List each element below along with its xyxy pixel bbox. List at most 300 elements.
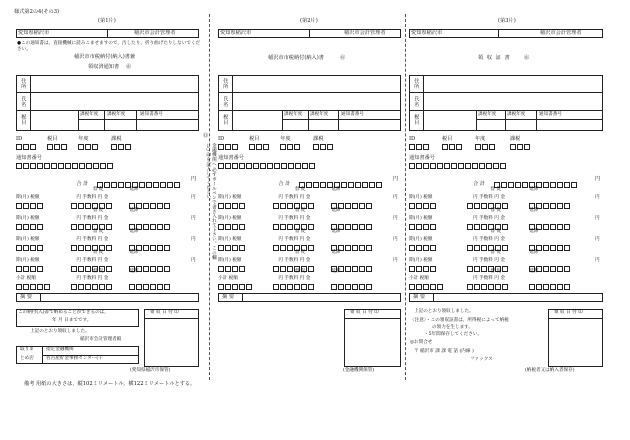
digit-box — [359, 266, 365, 272]
digit-box — [287, 266, 293, 272]
digit-box — [218, 203, 224, 209]
digit-box — [543, 284, 549, 290]
digit-box — [308, 266, 314, 272]
header-right: 稲沢市会計管理者 — [344, 30, 386, 36]
digit-box — [345, 266, 351, 272]
digit-box — [557, 203, 563, 209]
digit-box — [23, 266, 29, 272]
digit-box — [30, 245, 36, 251]
digit-box — [486, 163, 492, 169]
digit-box — [508, 182, 514, 188]
digit-box — [23, 144, 29, 150]
label-address: 住所 — [20, 78, 27, 89]
digit-box — [86, 163, 92, 169]
digit-box — [232, 224, 238, 230]
digit-box — [23, 163, 29, 169]
digit-box — [320, 182, 326, 188]
digit-box — [157, 266, 163, 272]
digit-box — [409, 163, 415, 169]
digit-box — [467, 203, 473, 209]
digit-box — [295, 163, 301, 169]
digit-box — [280, 144, 286, 150]
digit-box — [313, 144, 319, 150]
digit-box — [164, 224, 170, 230]
digit-box — [218, 266, 224, 272]
digit-box — [246, 163, 252, 169]
digit-box — [465, 163, 471, 169]
digit-box — [320, 144, 326, 150]
digit-box — [550, 182, 556, 188]
digit-box — [125, 144, 131, 150]
digit-box — [139, 182, 145, 188]
digit-box — [78, 245, 84, 251]
digit-box — [232, 266, 238, 272]
digit-box — [430, 203, 436, 209]
digit-box — [129, 284, 135, 290]
digit-box — [564, 245, 570, 251]
digit-box — [409, 224, 415, 230]
digit-box — [502, 245, 508, 251]
digit-box — [85, 224, 91, 230]
digit-box — [174, 182, 180, 188]
digit-box — [308, 284, 314, 290]
digit-box — [479, 163, 485, 169]
digit-box — [500, 163, 506, 169]
digit-box — [37, 224, 43, 230]
digit-box — [416, 144, 422, 150]
digit-box — [104, 182, 110, 188]
digit-box — [467, 245, 473, 251]
digit-box — [302, 163, 308, 169]
digit-box — [225, 245, 231, 251]
taxpayer-box — [16, 75, 199, 131]
digit-box — [167, 182, 173, 188]
digit-box — [263, 144, 269, 150]
digit-box — [160, 182, 166, 188]
digit-box — [543, 203, 549, 209]
digit-box — [423, 284, 429, 290]
digit-box — [106, 245, 112, 251]
header-left: 愛知県稲沢市 — [220, 30, 252, 36]
digit-box — [225, 163, 231, 169]
digit-box — [536, 284, 542, 290]
digit-box — [550, 245, 556, 251]
digit-box — [352, 203, 358, 209]
digit-box — [564, 182, 570, 188]
digit-box — [150, 203, 156, 209]
digit-box — [92, 144, 98, 150]
digit-box — [54, 144, 60, 150]
digit-box — [510, 144, 516, 150]
digit-box — [430, 284, 436, 290]
digit-box — [345, 245, 351, 251]
digit-box — [308, 245, 314, 251]
digit-box — [44, 284, 50, 290]
digit-box — [550, 284, 556, 290]
digit-box — [111, 144, 117, 150]
notice-text: ●この通知書は，直接機械に読みこませますので，汚したり，折り曲げたりしないでください。 — [17, 41, 201, 52]
digit-box — [23, 245, 29, 251]
digit-box — [502, 224, 508, 230]
digit-box — [111, 182, 117, 188]
digit-box — [143, 266, 149, 272]
digit-box — [30, 203, 36, 209]
digit-box — [437, 284, 443, 290]
digit-box — [225, 284, 231, 290]
digit-box — [23, 284, 29, 290]
digit-box — [287, 245, 293, 251]
digit-box — [136, 284, 142, 290]
header-left: 愛知県稲沢市 — [411, 30, 443, 36]
digit-box — [308, 203, 314, 209]
digit-box — [352, 284, 358, 290]
digit-box — [409, 245, 415, 251]
digit-box — [287, 144, 293, 150]
digit-box — [16, 266, 22, 272]
digit-box — [529, 284, 535, 290]
digit-box — [23, 203, 29, 209]
digit-box — [474, 203, 480, 209]
digit-box — [366, 224, 372, 230]
digit-box — [309, 163, 315, 169]
digit-box — [16, 224, 22, 230]
digit-box — [71, 266, 77, 272]
digit-box — [366, 245, 372, 251]
digit-box — [280, 203, 286, 209]
digit-box — [239, 266, 245, 272]
digit-box — [287, 224, 293, 230]
taxpayer-box — [409, 75, 603, 131]
digit-box — [362, 182, 368, 188]
digit-box — [280, 284, 286, 290]
digit-box — [430, 163, 436, 169]
digit-box — [369, 182, 375, 188]
digit-box — [239, 284, 245, 290]
digit-box — [557, 182, 563, 188]
digit-box — [256, 144, 262, 150]
digit-box — [79, 163, 85, 169]
digit-box — [474, 245, 480, 251]
title-mark: ㊧ — [126, 64, 132, 70]
digit-box — [348, 182, 354, 188]
digit-box — [273, 284, 279, 290]
digit-box — [71, 284, 77, 290]
digit-box — [287, 203, 293, 209]
digit-box — [451, 163, 457, 169]
digit-box — [51, 163, 57, 169]
digit-box — [517, 144, 523, 150]
digit-box — [150, 224, 156, 230]
title-mark: ㊨ — [340, 55, 346, 61]
digit-box — [253, 163, 259, 169]
digit-box — [352, 266, 358, 272]
digit-box — [488, 284, 494, 290]
digit-box — [437, 163, 443, 169]
digit-box — [37, 203, 43, 209]
digit-box — [306, 182, 312, 188]
digit-box — [37, 284, 43, 290]
digit-box — [359, 203, 365, 209]
digit-box — [416, 266, 422, 272]
digit-box — [543, 224, 549, 230]
digit-box — [225, 266, 231, 272]
digit-box — [557, 284, 563, 290]
digit-box — [78, 266, 84, 272]
digit-box — [65, 163, 71, 169]
digit-box — [218, 163, 224, 169]
digit-box — [143, 224, 149, 230]
digit-box — [489, 144, 495, 150]
digit-box — [474, 266, 480, 272]
digit-box — [495, 284, 501, 290]
digit-box — [118, 182, 124, 188]
digit-box — [458, 163, 464, 169]
digit-box — [345, 203, 351, 209]
digit-box — [416, 224, 422, 230]
digit-box — [16, 245, 22, 251]
digit-box — [44, 163, 50, 169]
digit-box — [280, 245, 286, 251]
digit-box — [164, 284, 170, 290]
digit-box — [16, 163, 22, 169]
title-line2: 領収済通知書 — [88, 64, 120, 70]
digit-box — [157, 224, 163, 230]
digit-box — [218, 144, 224, 150]
digit-box — [423, 266, 429, 272]
digit-box — [78, 144, 84, 150]
digit-box — [474, 284, 480, 290]
digit-box — [30, 144, 36, 150]
digit-box — [249, 144, 255, 150]
digit-box — [107, 163, 113, 169]
digit-box — [16, 144, 22, 150]
digit-box — [85, 203, 91, 209]
digit-box — [557, 224, 563, 230]
digit-box — [106, 266, 112, 272]
digit-box — [341, 182, 347, 188]
digit-box — [416, 284, 422, 290]
digit-box — [543, 245, 549, 251]
digit-box — [352, 245, 358, 251]
digit-box — [456, 144, 462, 150]
middle-circle: ⑬ — [203, 133, 209, 139]
digit-box — [481, 266, 487, 272]
digit-box — [352, 224, 358, 230]
digit-box — [100, 163, 106, 169]
digit-box — [515, 182, 521, 188]
digit-box — [260, 163, 266, 169]
digit-box — [481, 245, 487, 251]
digit-box — [239, 163, 245, 169]
digit-box — [106, 203, 112, 209]
digit-box — [273, 224, 279, 230]
digit-box — [442, 144, 448, 150]
digit-box — [409, 144, 415, 150]
digit-box — [345, 284, 351, 290]
digit-box — [467, 224, 473, 230]
middle-vertical-text: 金融機関へ 必ずボールペンで書き入れて下さい。この欄に○印を記入してください。 — [205, 143, 217, 260]
digit-box — [16, 284, 22, 290]
digit-box — [502, 266, 508, 272]
digit-box — [232, 163, 238, 169]
form-label: 様式第2の4(その3) — [14, 9, 60, 15]
digit-box — [416, 245, 422, 251]
digit-box — [482, 144, 488, 150]
digit-box — [218, 245, 224, 251]
digit-box — [30, 224, 36, 230]
digit-box — [493, 163, 499, 169]
header-left: 愛知県稲沢市 — [18, 30, 50, 36]
digit-box — [150, 284, 156, 290]
digit-box — [157, 203, 163, 209]
digit-box — [338, 284, 344, 290]
digit-box — [78, 284, 84, 290]
digit-box — [444, 163, 450, 169]
digit-box — [294, 284, 300, 290]
digit-box — [16, 203, 22, 209]
title-line1: 稲沢市市税納付(納入)書 — [268, 55, 324, 61]
digit-box — [273, 203, 279, 209]
digit-box — [366, 284, 372, 290]
digit-box — [71, 245, 77, 251]
digit-box — [294, 144, 300, 150]
digit-box — [475, 144, 481, 150]
digit-box — [571, 182, 577, 188]
digit-box — [92, 284, 98, 290]
digit-box — [430, 224, 436, 230]
digit-box — [30, 266, 36, 272]
header-right: 稲沢市会計管理者 — [134, 30, 176, 36]
panel-number: (第3片) — [498, 18, 516, 24]
digit-box — [423, 224, 429, 230]
digit-box — [423, 144, 429, 150]
digit-box — [47, 144, 53, 150]
digit-box — [481, 224, 487, 230]
digit-box — [37, 245, 43, 251]
footnote: 備考 用紙の大きさは，縦102ミリメートル，横122ミリメートルとする。 — [24, 381, 196, 387]
remarks-bar-2 — [218, 293, 401, 302]
title-mark: ㊧ — [524, 55, 530, 61]
digit-box — [280, 266, 286, 272]
digit-box — [467, 266, 473, 272]
digit-box — [153, 182, 159, 188]
digit-box — [376, 182, 382, 188]
cut-line-2 — [405, 14, 406, 380]
digit-box — [106, 224, 112, 230]
digit-box — [359, 224, 365, 230]
digit-box — [327, 144, 333, 150]
digit-box — [481, 284, 487, 290]
digit-box — [118, 144, 124, 150]
digit-box — [23, 224, 29, 230]
digit-box — [143, 245, 149, 251]
digit-box — [164, 245, 170, 251]
digit-box — [143, 284, 149, 290]
digit-box — [472, 163, 478, 169]
digit-box — [409, 284, 415, 290]
digit-box — [267, 163, 273, 169]
digit-box — [423, 203, 429, 209]
digit-box — [557, 245, 563, 251]
panel-number: (第2片) — [300, 18, 318, 24]
digit-box — [274, 163, 280, 169]
taxpayer-box — [218, 75, 401, 131]
digit-box — [99, 284, 105, 290]
digit-box — [37, 266, 43, 272]
digit-box — [430, 266, 436, 272]
digit-box — [225, 203, 231, 209]
digit-box — [359, 245, 365, 251]
digit-box — [359, 284, 365, 290]
digit-box — [164, 266, 170, 272]
digit-box — [85, 266, 91, 272]
digit-box — [157, 245, 163, 251]
digit-box — [58, 163, 64, 169]
panel-number: (第1片) — [98, 18, 116, 24]
digit-box — [273, 245, 279, 251]
digit-box — [416, 163, 422, 169]
digit-box — [423, 163, 429, 169]
digit-box — [366, 203, 372, 209]
digit-box — [239, 203, 245, 209]
digit-box — [85, 284, 91, 290]
digit-box — [467, 284, 473, 290]
digit-box — [232, 203, 238, 209]
remarks-bar-3 — [409, 293, 603, 302]
digit-box — [550, 224, 556, 230]
header-right: 稲沢市会計管理者 — [540, 30, 582, 36]
digit-box — [85, 245, 91, 251]
digit-box — [301, 284, 307, 290]
digit-box — [564, 266, 570, 272]
digit-box — [345, 224, 351, 230]
digit-box — [524, 144, 530, 150]
digit-box — [146, 182, 152, 188]
digit-box — [557, 266, 563, 272]
digit-box — [273, 266, 279, 272]
digit-box — [225, 144, 231, 150]
digit-box — [143, 203, 149, 209]
digit-box — [232, 144, 238, 150]
digit-box — [423, 245, 429, 251]
title-line1: 稲沢市市税納付(納入)書兼 — [74, 54, 136, 60]
digit-box — [502, 284, 508, 290]
digit-box — [502, 203, 508, 209]
digit-box — [106, 284, 112, 290]
digit-box — [157, 284, 163, 290]
digit-box — [218, 284, 224, 290]
digit-box — [164, 203, 170, 209]
digit-box — [409, 266, 415, 272]
digit-box — [481, 203, 487, 209]
digit-box — [225, 224, 231, 230]
digit-box — [218, 224, 224, 230]
digit-box — [71, 203, 77, 209]
digit-box — [308, 224, 314, 230]
digit-box — [30, 284, 36, 290]
digit-box — [71, 224, 77, 230]
digit-box — [239, 245, 245, 251]
digit-box — [355, 182, 361, 188]
digit-box — [232, 284, 238, 290]
digit-box — [280, 224, 286, 230]
digit-box — [78, 224, 84, 230]
digit-box — [449, 144, 455, 150]
digit-box — [150, 266, 156, 272]
digit-box — [543, 266, 549, 272]
digit-box — [72, 163, 78, 169]
digit-box — [543, 182, 549, 188]
